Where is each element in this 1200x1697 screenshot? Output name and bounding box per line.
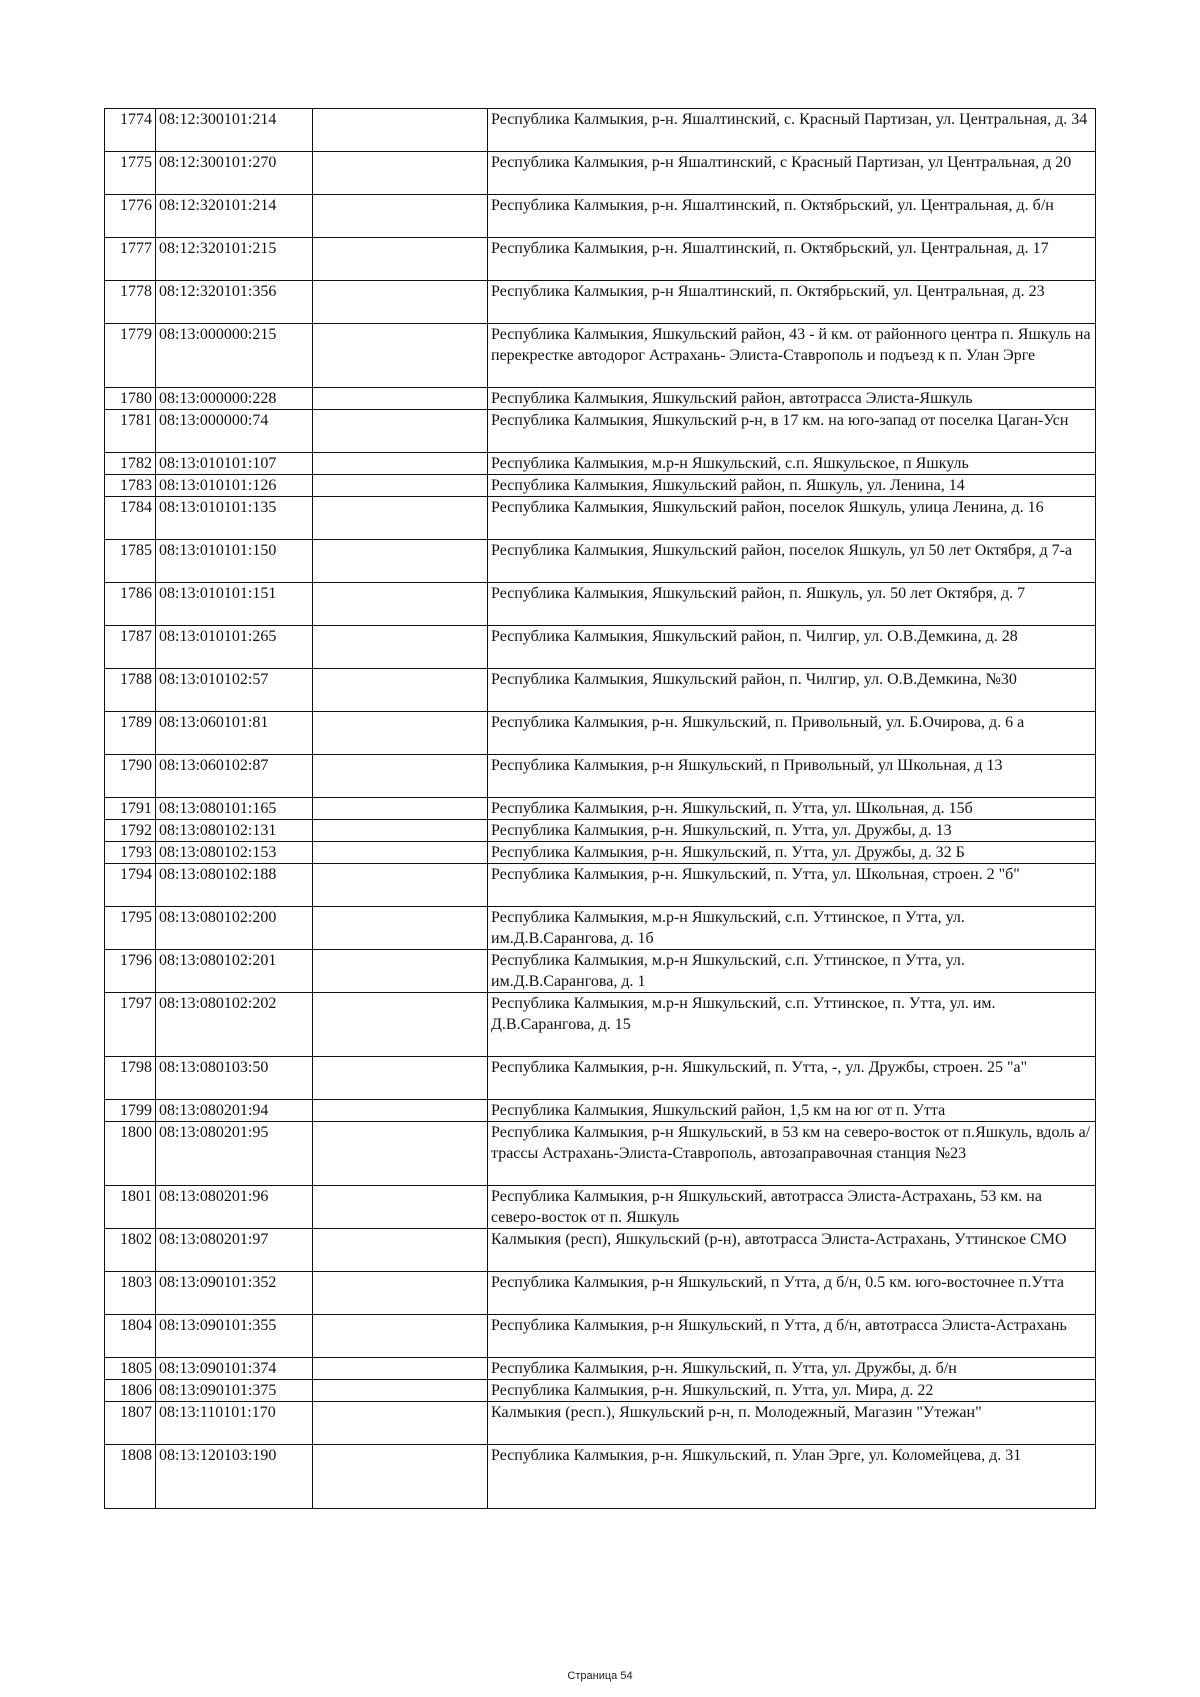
registry-table <box>104 108 1096 1509</box>
address-cell: Республика Калмыкия, р-н Яшкульский, в 53 км на северо-восток от п.Яшкуль, вдоль а/трассы Астрахань-Элиста-Ставрополь, автозаправочная станция №23 <box>488 1122 1096 1186</box>
address-cell: Республика Калмыкия, Яшкульский район, п. Яшкуль, ул. 50 лет Октября, д. 7 <box>488 583 1096 626</box>
row-number-cell: 1793 <box>105 842 156 864</box>
empty-cell <box>313 798 488 820</box>
row-number-cell: 1795 <box>105 907 156 950</box>
empty-cell <box>313 820 488 842</box>
address-cell: Калмыкия (респ.), Яшкульский р-н, п. Молодежный, Магазин "Утежан" <box>488 1402 1096 1445</box>
row-number-cell: 1779 <box>105 324 156 388</box>
cadastral-number-cell: 08:13:080103:50 <box>156 1057 313 1100</box>
cadastral-number-cell: 08:13:000000:215 <box>156 324 313 388</box>
cadastral-number-cell: 08:13:080102:188 <box>156 864 313 907</box>
table-row <box>105 1380 1096 1402</box>
address-cell: Республика Калмыкия, Яшкульский район, п. Чилгир, ул. О.В.Демкина, д. 28 <box>488 626 1096 669</box>
address-cell: Республика Калмыкия, р-н Яшкульский, п Утта, д б/н, 0.5 км. юго-восточнее п.Утта <box>488 1272 1096 1315</box>
address-cell: Республика Калмыкия, Яшкульский район, п. Чилгир, ул. О.В.Демкина, №30 <box>488 669 1096 712</box>
table-row <box>105 152 1096 195</box>
empty-cell <box>313 1122 488 1186</box>
table-row <box>105 1186 1096 1229</box>
table-row <box>105 1100 1096 1122</box>
page-number: Страница 54 <box>567 1670 633 1682</box>
empty-cell <box>313 1100 488 1122</box>
cadastral-number-cell: 08:13:000000:228 <box>156 388 313 410</box>
address-cell: Республика Калмыкия, р-н Яшкульский, п Привольный, ул Школьная, д 13 <box>488 755 1096 798</box>
address-cell: Республика Калмыкия, р-н. Яшкульский, п. Утта, ул. Школьная, д. 15б <box>488 798 1096 820</box>
row-number-cell: 1806 <box>105 1380 156 1402</box>
empty-cell <box>313 1272 488 1315</box>
empty-cell <box>313 281 488 324</box>
row-number-cell: 1781 <box>105 410 156 453</box>
row-number-cell: 1807 <box>105 1402 156 1445</box>
row-number-cell: 1785 <box>105 540 156 583</box>
cadastral-number-cell: 08:13:080102:201 <box>156 950 313 993</box>
address-cell: Республика Калмыкия, м.р-н Яшкульский, с.п. Уттинское, п. Утта, ул. им. Д.В.Сарангова, д. 15 <box>488 993 1096 1057</box>
table-row <box>105 1272 1096 1315</box>
row-number-cell: 1802 <box>105 1229 156 1272</box>
table-row <box>105 669 1096 712</box>
cadastral-number-cell: 08:12:320101:356 <box>156 281 313 324</box>
address-cell: Республика Калмыкия, Яшкульский район, 1,5 км на юг от п. Утта <box>488 1100 1096 1122</box>
row-number-cell: 1791 <box>105 798 156 820</box>
table-row <box>105 1057 1096 1100</box>
address-cell: Республика Калмыкия, р-н Яшкульский, п Утта, д б/н, автотрасса Элиста-Астрахань <box>488 1315 1096 1358</box>
address-cell: Республика Калмыкия, р-н. Яшкульский, п. Утта, ул. Дружбы, д. 13 <box>488 820 1096 842</box>
row-number-cell: 1780 <box>105 388 156 410</box>
table-row <box>105 1229 1096 1272</box>
empty-cell <box>313 152 488 195</box>
empty-cell <box>313 109 488 152</box>
row-number-cell: 1787 <box>105 626 156 669</box>
row-number-cell: 1794 <box>105 864 156 907</box>
address-cell: Республика Калмыкия, р-н. Яшалтинский, с. Красный Партизан, ул. Центральная, д. 34 <box>488 109 1096 152</box>
empty-cell <box>313 583 488 626</box>
cadastral-number-cell: 08:13:080201:95 <box>156 1122 313 1186</box>
table-row <box>105 195 1096 238</box>
row-number-cell: 1799 <box>105 1100 156 1122</box>
cadastral-number-cell: 08:12:320101:214 <box>156 195 313 238</box>
cadastral-number-cell: 08:13:060101:81 <box>156 712 313 755</box>
table-row <box>105 820 1096 842</box>
table-row <box>105 626 1096 669</box>
cadastral-number-cell: 08:13:090101:352 <box>156 1272 313 1315</box>
row-number-cell: 1778 <box>105 281 156 324</box>
row-number-cell: 1790 <box>105 755 156 798</box>
empty-cell <box>313 324 488 388</box>
empty-cell <box>313 864 488 907</box>
cadastral-number-cell: 08:13:080102:202 <box>156 993 313 1057</box>
empty-cell <box>313 540 488 583</box>
row-number-cell: 1804 <box>105 1315 156 1358</box>
empty-cell <box>313 626 488 669</box>
empty-cell <box>313 1229 488 1272</box>
address-cell: Республика Калмыкия, м.р-н Яшкульский, с.п. Уттинское, п Утта, ул. им.Д.В.Сарангова, д. 1б <box>488 907 1096 950</box>
address-cell: Республика Калмыкия, Яшкульский район, автотрасса Элиста-Яшкуль <box>488 388 1096 410</box>
empty-cell <box>313 1057 488 1100</box>
empty-cell <box>313 993 488 1057</box>
cadastral-number-cell: 08:13:080201:96 <box>156 1186 313 1229</box>
registry-table-wrapper <box>104 108 1096 1509</box>
cadastral-number-cell: 08:13:080102:131 <box>156 820 313 842</box>
address-cell: Республика Калмыкия, Яшкульский район, п. Яшкуль, ул. Ленина, 14 <box>488 475 1096 497</box>
address-cell: Республика Калмыкия, Яшкульский район, поселок Яшкуль, ул 50 лет Октября, д 7-а <box>488 540 1096 583</box>
cadastral-number-cell: 08:13:010101:151 <box>156 583 313 626</box>
address-cell: Республика Калмыкия, р-н. Яшкульский, п. Привольный, ул. Б.Очирова, д. 6 а <box>488 712 1096 755</box>
cadastral-number-cell: 08:13:080102:153 <box>156 842 313 864</box>
table-row <box>105 864 1096 907</box>
address-cell: Республика Калмыкия, р-н. Яшкульский, п. Утта, -, ул. Дружбы, строен. 25 "а" <box>488 1057 1096 1100</box>
row-number-cell: 1776 <box>105 195 156 238</box>
table-row <box>105 453 1096 475</box>
row-number-cell: 1774 <box>105 109 156 152</box>
cadastral-number-cell: 08:13:010101:126 <box>156 475 313 497</box>
empty-cell <box>313 1358 488 1380</box>
cadastral-number-cell: 08:13:080201:94 <box>156 1100 313 1122</box>
table-row <box>105 1358 1096 1380</box>
empty-cell <box>313 453 488 475</box>
cadastral-number-cell: 08:13:060102:87 <box>156 755 313 798</box>
empty-cell <box>313 907 488 950</box>
cadastral-number-cell: 08:13:120103:190 <box>156 1445 313 1509</box>
empty-cell <box>313 1186 488 1229</box>
address-cell: Республика Калмыкия, р-н Яшалтинский, с Красный Партизан, ул Центральная, д 20 <box>488 152 1096 195</box>
row-number-cell: 1786 <box>105 583 156 626</box>
cadastral-number-cell: 08:13:110101:170 <box>156 1402 313 1445</box>
table-row <box>105 1402 1096 1445</box>
cadastral-number-cell: 08:13:010101:265 <box>156 626 313 669</box>
empty-cell <box>313 755 488 798</box>
address-cell: Республика Калмыкия, р-н. Яшкульский, п. Улан Эрге, ул. Коломейцева, д. 31 <box>488 1445 1096 1509</box>
empty-cell <box>313 1402 488 1445</box>
registry-table-body <box>105 109 1096 1509</box>
cadastral-number-cell: 08:13:080201:97 <box>156 1229 313 1272</box>
table-row <box>105 388 1096 410</box>
table-row <box>105 475 1096 497</box>
cadastral-number-cell: 08:13:010102:57 <box>156 669 313 712</box>
table-row <box>105 907 1096 950</box>
row-number-cell: 1784 <box>105 497 156 540</box>
empty-cell <box>313 497 488 540</box>
table-row <box>105 950 1096 993</box>
row-number-cell: 1808 <box>105 1445 156 1509</box>
row-number-cell: 1798 <box>105 1057 156 1100</box>
empty-cell <box>313 1315 488 1358</box>
cadastral-number-cell: 08:13:090101:375 <box>156 1380 313 1402</box>
cadastral-number-cell: 08:12:300101:270 <box>156 152 313 195</box>
address-cell: Республика Калмыкия, Яшкульский район, поселок Яшкуль, улица Ленина, д. 16 <box>488 497 1096 540</box>
table-row <box>105 109 1096 152</box>
table-row <box>105 540 1096 583</box>
empty-cell <box>313 195 488 238</box>
cadastral-number-cell: 08:13:000000:74 <box>156 410 313 453</box>
table-row <box>105 281 1096 324</box>
address-cell: Калмыкия (респ), Яшкульский (р-н), автотрасса Элиста-Астрахань, Уттинское СМО <box>488 1229 1096 1272</box>
row-number-cell: 1788 <box>105 669 156 712</box>
table-row <box>105 238 1096 281</box>
empty-cell <box>313 842 488 864</box>
row-number-cell: 1797 <box>105 993 156 1057</box>
table-row <box>105 583 1096 626</box>
row-number-cell: 1777 <box>105 238 156 281</box>
empty-cell <box>313 238 488 281</box>
row-number-cell: 1775 <box>105 152 156 195</box>
address-cell: Республика Калмыкия, р-н. Яшкульский, п. Утта, ул. Мира, д. 22 <box>488 1380 1096 1402</box>
cadastral-number-cell: 08:12:320101:215 <box>156 238 313 281</box>
address-cell: Республика Калмыкия, Яшкульский район, 43 - й км. от районного центра п. Яшкуль на перекрестке автодорог Астрахань- Элиста-Ставрополь и подъезд к п. Улан Эрге <box>488 324 1096 388</box>
empty-cell <box>313 388 488 410</box>
table-row <box>105 993 1096 1057</box>
cadastral-number-cell: 08:13:080101:165 <box>156 798 313 820</box>
row-number-cell: 1782 <box>105 453 156 475</box>
address-cell: Республика Калмыкия, р-н. Яшалтинский, п. Октябрьский, ул. Центральная, д. б/н <box>488 195 1096 238</box>
cadastral-number-cell: 08:13:090101:355 <box>156 1315 313 1358</box>
table-row <box>105 755 1096 798</box>
address-cell: Республика Калмыкия, р-н. Яшкульский, п. Утта, ул. Дружбы, д. б/н <box>488 1358 1096 1380</box>
address-cell: Республика Калмыкия, м.р-н Яшкульский, с.п. Уттинское, п Утта, ул. им.Д.В.Сарангова, д. 1 <box>488 950 1096 993</box>
cadastral-number-cell: 08:13:010101:135 <box>156 497 313 540</box>
row-number-cell: 1789 <box>105 712 156 755</box>
row-number-cell: 1803 <box>105 1272 156 1315</box>
address-cell: Республика Калмыкия, р-н. Яшкульский, п. Утта, ул. Дружбы, д. 32 Б <box>488 842 1096 864</box>
table-row <box>105 1122 1096 1186</box>
row-number-cell: 1783 <box>105 475 156 497</box>
empty-cell <box>313 410 488 453</box>
empty-cell <box>313 669 488 712</box>
address-cell: Республика Калмыкия, Яшкульский р-н, в 17 км. на юго-запад от поселка Цаган-Усн <box>488 410 1096 453</box>
empty-cell <box>313 1445 488 1509</box>
cadastral-number-cell: 08:12:300101:214 <box>156 109 313 152</box>
address-cell: Республика Калмыкия, м.р-н Яшкульский, с.п. Яшкульское, п Яшкуль <box>488 453 1096 475</box>
row-number-cell: 1800 <box>105 1122 156 1186</box>
table-row <box>105 1445 1096 1509</box>
row-number-cell: 1801 <box>105 1186 156 1229</box>
row-number-cell: 1805 <box>105 1358 156 1380</box>
cadastral-number-cell: 08:13:010101:150 <box>156 540 313 583</box>
table-row <box>105 497 1096 540</box>
table-row <box>105 410 1096 453</box>
table-row <box>105 798 1096 820</box>
row-number-cell: 1792 <box>105 820 156 842</box>
table-row <box>105 712 1096 755</box>
address-cell: Республика Калмыкия, р-н. Яшкульский, п. Утта, ул. Школьная, строен. 2 "б" <box>488 864 1096 907</box>
table-row <box>105 842 1096 864</box>
row-number-cell: 1796 <box>105 950 156 993</box>
table-row <box>105 324 1096 388</box>
cadastral-number-cell: 08:13:080102:200 <box>156 907 313 950</box>
empty-cell <box>313 950 488 993</box>
cadastral-number-cell: 08:13:090101:374 <box>156 1358 313 1380</box>
empty-cell <box>313 712 488 755</box>
empty-cell <box>313 1380 488 1402</box>
address-cell: Республика Калмыкия, р-н Яшалтинский, п. Октябрьский, ул. Центральная, д. 23 <box>488 281 1096 324</box>
cadastral-number-cell: 08:13:010101:107 <box>156 453 313 475</box>
address-cell: Республика Калмыкия, р-н. Яшалтинский, п. Октябрьский, ул. Центральная, д. 17 <box>488 238 1096 281</box>
empty-cell <box>313 475 488 497</box>
address-cell: Республика Калмыкия, р-н Яшкульский, автотрасса Элиста-Астрахань, 53 км. на северо-восток от п. Яшкуль <box>488 1186 1096 1229</box>
table-row <box>105 1315 1096 1358</box>
